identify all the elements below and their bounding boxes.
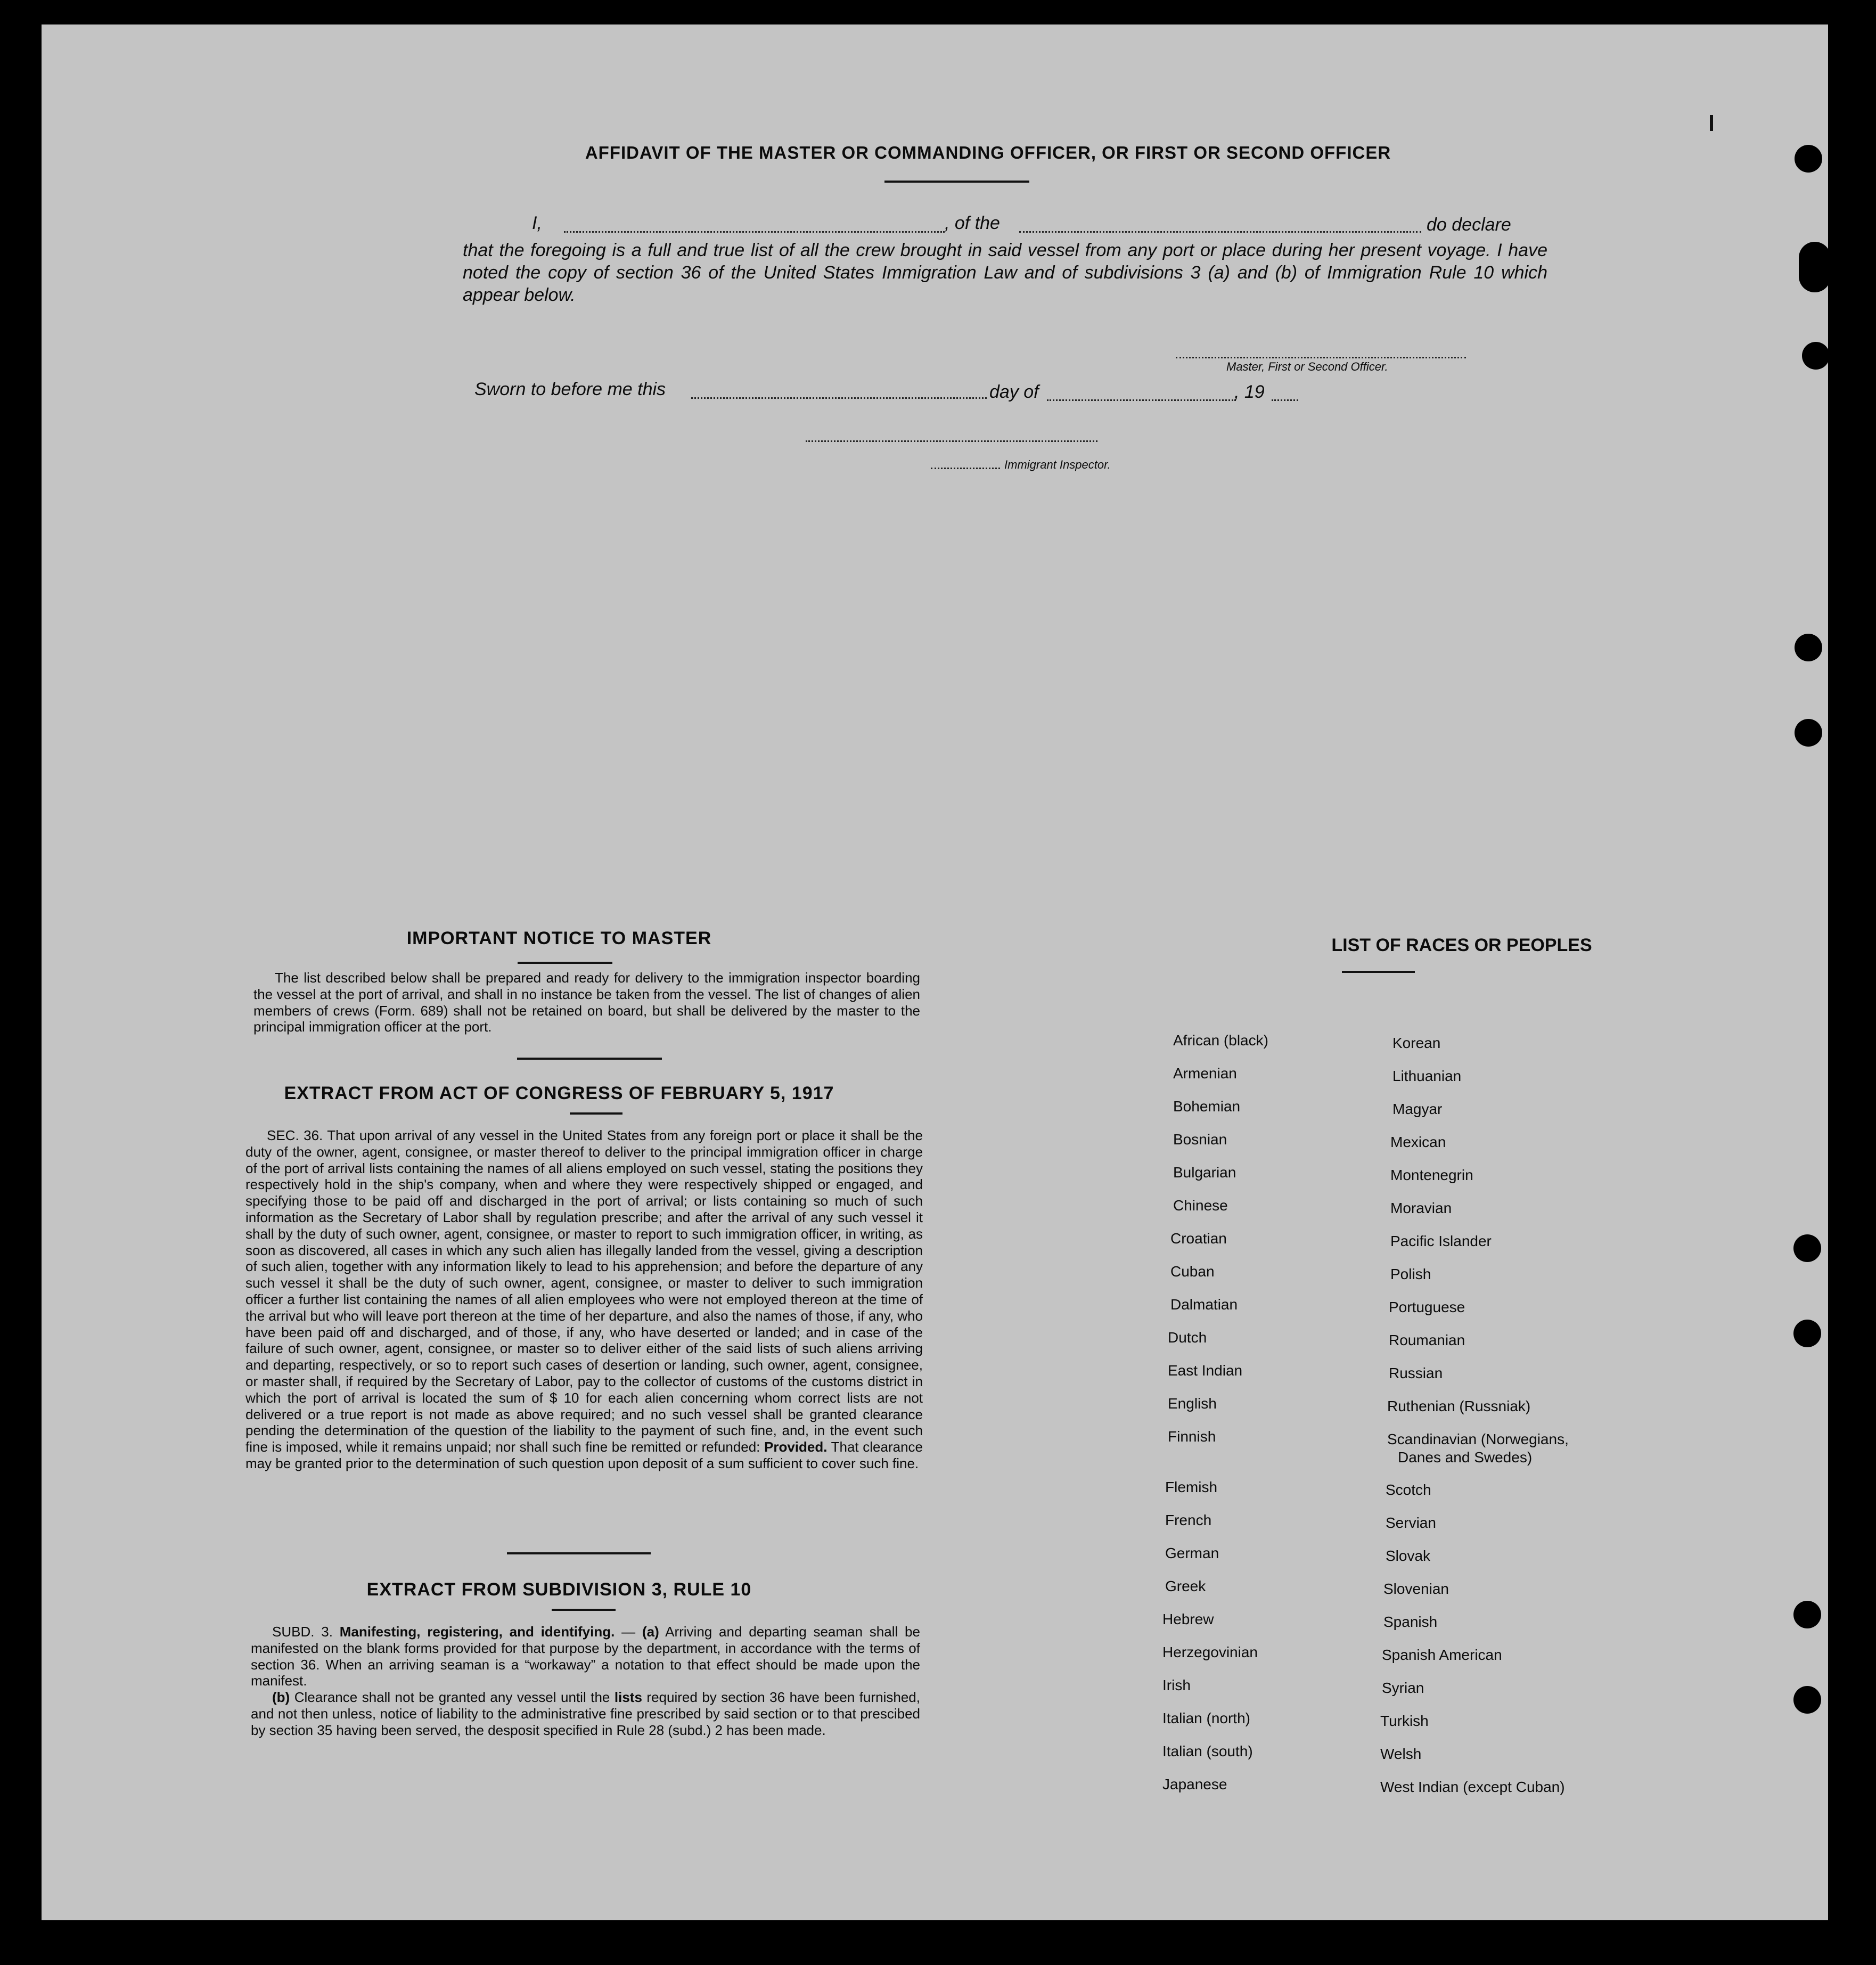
sworn-line: [42, 379, 1828, 406]
vessel-label: , of the: [945, 213, 1000, 233]
sworn-month-field[interactable]: [1047, 399, 1236, 401]
rule-title: EXTRACT FROM SUBDIVISION 3, RULE 10: [366, 1579, 752, 1600]
race-item: Japanese: [1162, 1776, 1227, 1792]
race-item: Herzegovinian: [1162, 1644, 1258, 1660]
race-item: Slovenian: [1383, 1581, 1449, 1597]
declarant-label: I,: [532, 213, 542, 233]
sworn-day-field[interactable]: [691, 397, 987, 399]
race-item: African (black): [1173, 1032, 1268, 1049]
race-item: Flemish: [1165, 1479, 1218, 1495]
notice-divider: [518, 962, 612, 964]
race-item: Scotch: [1386, 1481, 1431, 1498]
race-item: Finnish: [1168, 1428, 1216, 1445]
race-item: Moravian: [1390, 1200, 1452, 1216]
punch-hole: [1793, 1601, 1821, 1628]
race-item: East Indian: [1168, 1362, 1243, 1379]
race-item: Portuguese: [1389, 1299, 1465, 1315]
race-item: Montenegrin: [1390, 1167, 1473, 1183]
race-item: Polish: [1390, 1266, 1431, 1282]
race-item: Lithuanian: [1392, 1068, 1462, 1084]
declare-label: do declare: [1427, 215, 1511, 235]
race-item: Spanish American: [1382, 1647, 1502, 1663]
race-item: Armenian: [1173, 1065, 1237, 1082]
race-item: Servian: [1386, 1514, 1436, 1531]
subd-b-lists: lists: [614, 1689, 642, 1706]
affidavit-title: AFFIDAVIT OF THE MASTER OR COMMANDING OFFICER, OR FIRST OR SECOND OFFICER: [585, 143, 1391, 162]
sworn-year-label: , 19: [1234, 382, 1265, 402]
master-caption: Master, First or Second Officer.: [1226, 360, 1388, 373]
inspector-signature-field[interactable]: [806, 440, 1097, 442]
punch-hole: [1793, 1234, 1821, 1262]
races-divider: [1342, 971, 1415, 973]
race-item: Bohemian: [1173, 1098, 1241, 1115]
inspector-title-field[interactable]: [931, 468, 1000, 469]
sworn-day-of-label: day of: [989, 382, 1039, 402]
subd-heading: Manifesting, registering, and identifying.: [339, 1624, 615, 1640]
sworn-label: Sworn to before me this: [474, 379, 666, 399]
punch-hole: [1793, 1320, 1821, 1347]
form-page: [42, 24, 1828, 1920]
punch-hole: [1799, 242, 1831, 292]
races-title: LIST OF RACES OR PEOPLES: [1331, 935, 1592, 955]
subd-label: SUBD. 3.: [272, 1624, 333, 1640]
act-title: EXTRACT FROM ACT OF CONGRESS OF FEBRUARY 5, 1917: [284, 1083, 834, 1103]
race-item: Pacific Islander: [1390, 1233, 1492, 1249]
race-item: Irish: [1162, 1677, 1191, 1693]
race-item: Italian (north): [1162, 1710, 1250, 1726]
race-item: Chinese: [1173, 1197, 1228, 1214]
punch-hole: [1795, 634, 1822, 661]
race-item: Slovak: [1386, 1548, 1431, 1564]
notice-end-divider: [517, 1058, 662, 1060]
rule-text: [251, 1624, 920, 1739]
race-item: French: [1165, 1512, 1212, 1528]
race-item: Scandinavian (Norwegians,: [1387, 1431, 1569, 1447]
sworn-year-field[interactable]: [1272, 399, 1298, 401]
race-item: Bulgarian: [1173, 1164, 1236, 1181]
subd-a-text: Arriving and departing seaman shall be manifested on the blank forms provided for that purpose by the department, in accordance with the terms of section 36. When an arriving seaman is a “workaway” a notation to that effect should be made upon the manifest.: [251, 1624, 920, 1689]
act-text: [245, 1127, 923, 1472]
race-item: Turkish: [1380, 1713, 1429, 1729]
vessel-name-field[interactable]: [1019, 231, 1421, 233]
race-item: Hebrew: [1162, 1611, 1214, 1627]
race-item: Korean: [1392, 1035, 1441, 1051]
race-item: Danes and Swedes): [1398, 1449, 1533, 1465]
race-item: Cuban: [1170, 1263, 1215, 1280]
race-item: Syrian: [1382, 1680, 1424, 1696]
subd-a-label: (a): [642, 1624, 659, 1640]
race-item: English: [1168, 1395, 1217, 1412]
provided-label: Provided.: [764, 1439, 828, 1455]
race-item: Bosnian: [1173, 1131, 1227, 1148]
race-item: Spanish: [1383, 1614, 1438, 1630]
race-item: Croatian: [1170, 1230, 1227, 1247]
edge-mark: [1710, 115, 1713, 131]
race-item: Ruthenian (Russniak): [1387, 1398, 1531, 1414]
race-item: Dutch: [1168, 1329, 1207, 1346]
master-signature-field[interactable]: [1176, 357, 1466, 358]
race-item: West Indian (except Cuban): [1380, 1779, 1565, 1795]
declarant-name-field[interactable]: [564, 231, 945, 233]
race-item: Welsh: [1380, 1746, 1422, 1762]
punch-hole: [1795, 145, 1822, 173]
act-closing-text: That clearance may be granted prior to the determination of such question upon deposit of a sum sufficient to cover such fine.: [245, 1439, 923, 1471]
race-item: German: [1165, 1545, 1219, 1561]
subd-b-text-2: required by section 36 have been furnished, and not then unless, notice of liability to the administrative fine prescribed by said section or to that prescibed by section 35 having been served, the desposit specified in Rule 28 (subd.) 2 has been made.: [251, 1689, 920, 1738]
punch-hole: [1795, 719, 1822, 747]
punch-hole: [1793, 1686, 1821, 1714]
subd-dash: —: [621, 1624, 636, 1640]
race-item: Roumanian: [1389, 1332, 1465, 1348]
declaration-line: [463, 213, 1547, 240]
race-item: Dalmatian: [1170, 1296, 1238, 1313]
race-item: Russian: [1389, 1365, 1443, 1381]
affidavit-body: that the foregoing is a full and true list of all the crew brought in said vessel from any port or place during her present voyage. I have noted the copy of section 36 of the United States Immigration Law and of subdivisions 3 (a) and (b) of Immigration Rule 10 which appear below.: [463, 240, 1547, 305]
notice-text: The list described below shall be prepared and ready for delivery to the immigration inspector boarding the vessel at the port of arrival, and shall in no instance be taken from the vessel. The list of changes of alien members of crews (Form. 689) shall not be retained on board, but shall be delivered by the master to the principal immigration officer at the port.: [253, 970, 920, 1035]
race-item: Magyar: [1392, 1101, 1443, 1117]
punch-hole: [1802, 342, 1830, 370]
race-item: Italian (south): [1162, 1743, 1253, 1759]
notice-title: IMPORTANT NOTICE TO MASTER: [406, 928, 712, 948]
act-divider: [570, 1112, 622, 1115]
inspector-caption: Immigrant Inspector.: [1004, 458, 1111, 471]
act-end-divider: [507, 1552, 651, 1554]
title-divider: [884, 181, 1029, 183]
act-section-text: SEC. 36. That upon arrival of any vessel in the United States from any foreign port or place it shall be the duty of the owner, agent, consignee, or master thereof to deliver to the principal immigration officer in charge of the port of arrival lists containing the names of all aliens employed on such vessel, stating the positions they respectively hold in the ship's company, when and where they were respectively shipped or engaged, and specifying those to be paid off and discharged in the port of arrival; or lists containing so much of such information as the Secretary of Labor shall by regulation prescribe; and after the arrival of any such vessel it shall by the duty of such owner, agent, consignee, or master to report to such immigration officer, in writing, as soon as discovered, all cases in which any such alien has illegally landed from the vessel, giving a description of such alien, together with any information likely to lead to his apprehension; and before the departure of any such vessel it shall be the duty of such owner, agent, consignee, or master to deliver to such immigration officer a further list containing the names of all alien employees who were not employed thereon at the time of the arrival but who will leave port thereon at the time of her departure, and also the names of those, if any, who have been paid off and discharged, and of those, if any, who have deserted or landed; and in case of the failure of such owner, agent, consignee, or master so to deliver either of the said lists of such aliens arriving and departing, respectively, or so to report such cases of desertion or landing, such owner, agent, consignee, or master shall, if required by the Secretary of Labor, pay to the collector of customs of the customs district in which the port of arrival is located the sum of $ 10 for each alien concerning whom correct lists are not delivered or a true report is not made as above required; and no such vessel shall be granted clearance pending the determination of the question of the liability to the payment of such fine, and, in the event such fine is imposed, while it remains unpaid; nor shall such fine be remitted or refunded:: [245, 1127, 923, 1455]
race-item: Mexican: [1390, 1134, 1446, 1150]
subd-b-text-1: Clearance shall not be granted any vessel until the: [294, 1689, 610, 1706]
subd-b-label: (b): [272, 1689, 290, 1706]
rule-divider: [552, 1609, 616, 1611]
race-item: Greek: [1165, 1578, 1206, 1594]
